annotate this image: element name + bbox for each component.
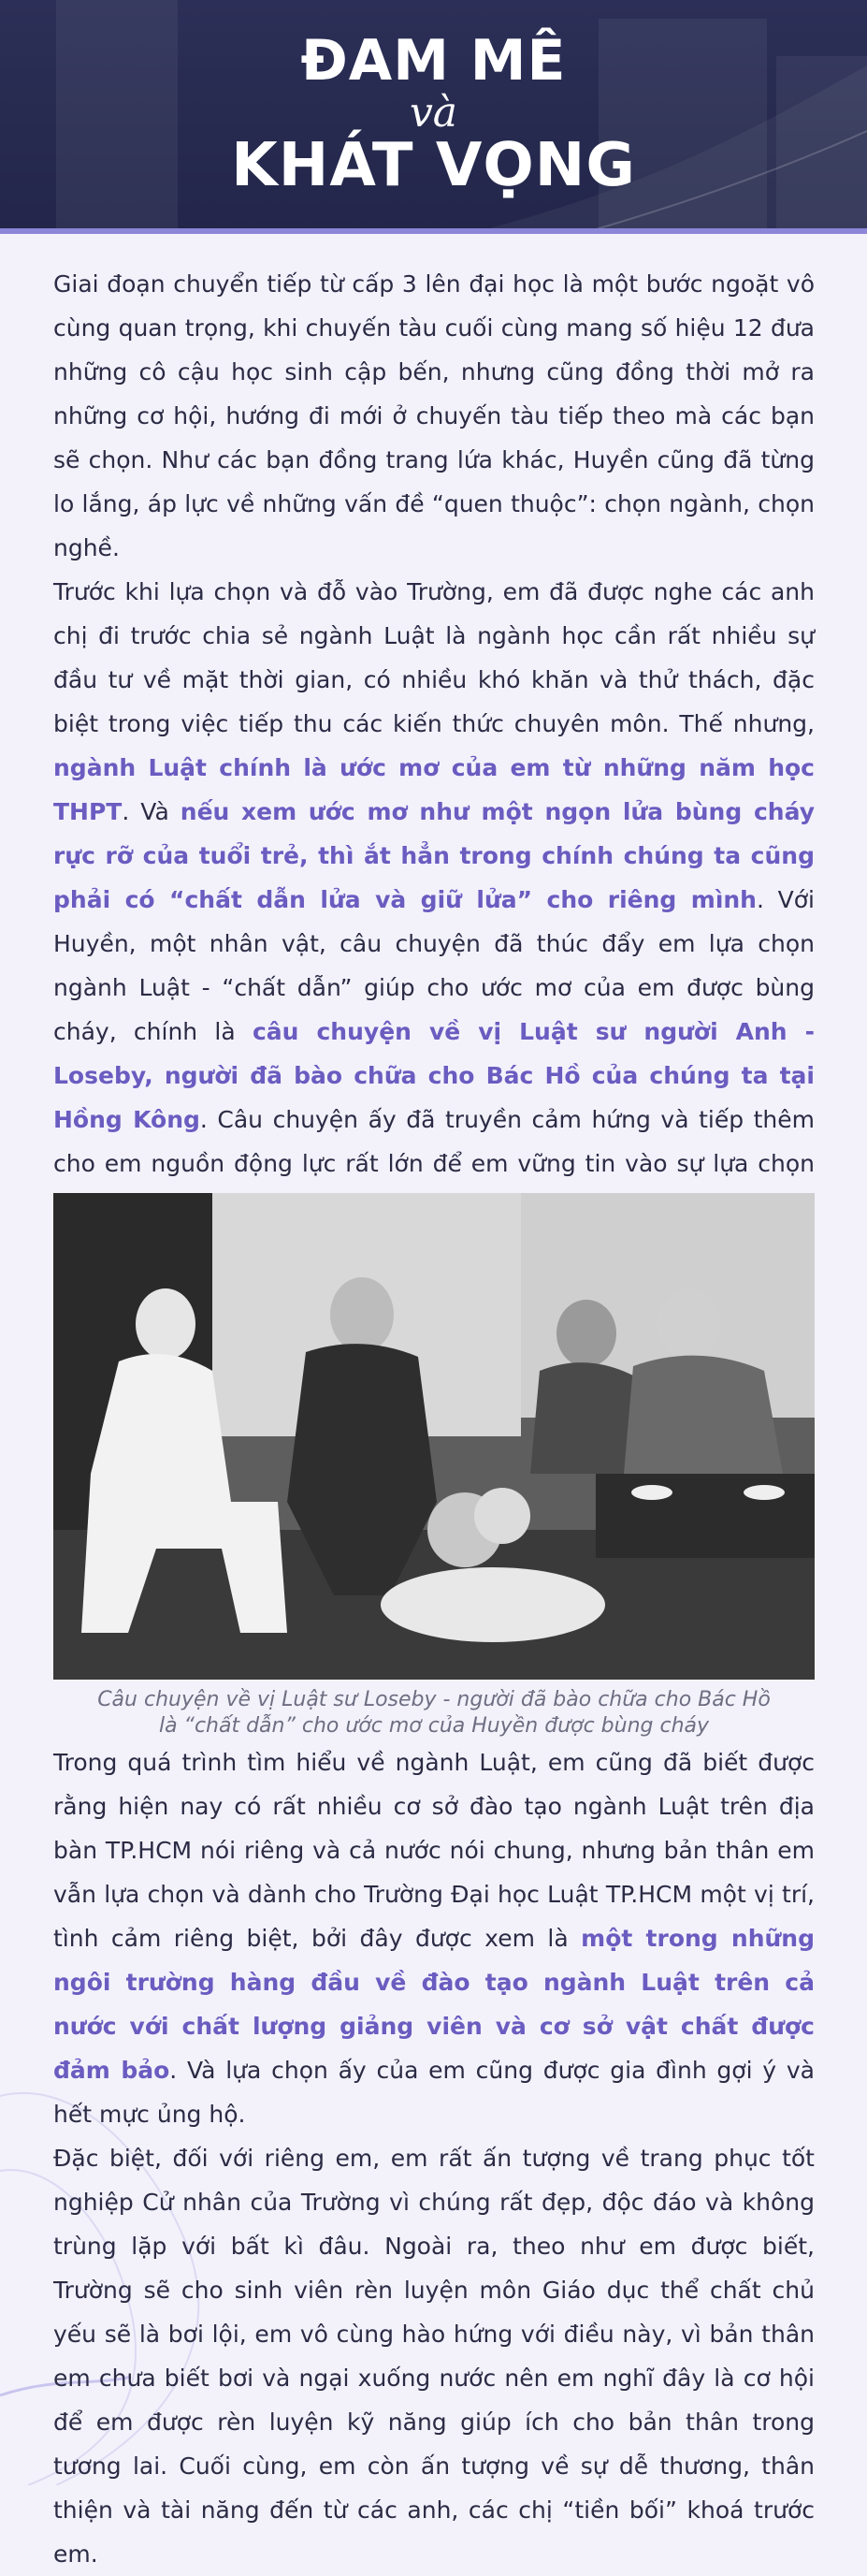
header-title-connector: và (409, 89, 458, 137)
header-banner (0, 0, 867, 234)
highlight-top-law-school: một trong những ngôi trường hàng đầu về đào tạo ngành Luật trên cả nước với chất lượng giảng viên và cơ sở vật chất được đảm bảo (53, 1925, 815, 2084)
paragraph-2-text-b: . Và (122, 798, 169, 825)
highlight-loseby-story: câu chuyện về vị Luật sư người Anh - Loseby, người đã bào chữa cho Bác Hồ của chúng ta tại Hồng Kông (53, 1018, 816, 1133)
paragraph-2-text-c: . Với Huyền, một nhân vật, câu chuyện đã thúc đẩy em lựa chọn ngành Luật - “chất dẫn” giúp cho ước mơ của em được bùng cháy, chính là (53, 886, 815, 1045)
photo-caption (53, 1687, 815, 1739)
header-title-top: ĐAM MÊ (300, 28, 567, 94)
paragraph-2-text-a: Trước khi lựa chọn và đỗ vào Trường, em đã được nghe các anh chị đi trước chia sẻ ngành Luật là ngành học cần rất nhiều sự đầu tư về mặt thời gian, có nhiều khó khăn và thử thách, đặc biệt trong việc tiếp thu các kiến thức chuyên môn. Thế nhưng, (53, 578, 815, 737)
paragraph-3 (53, 1740, 815, 2136)
historic-photo (53, 1193, 815, 1680)
caption-line-1: Câu chuyện về vị Luật sư Loseby - người đã bào chữa cho Bác Hồ (97, 1688, 771, 1711)
paragraph-3-text-b: . Và lựa chọn ấy của em cũng được gia đình gợi ý và hết mực ủng hộ. (53, 2057, 815, 2128)
caption-line-2: là “chất dẫn” cho ước mơ của Huyền được bùng cháy (158, 1714, 710, 1738)
header-title-bottom: KHÁT VỌNG (231, 131, 636, 200)
photo-illustration (53, 1193, 815, 1680)
highlight-flame-metaphor: nếu xem ước mơ như một ngọn lửa bùng cháy rực rỡ của tuổi trẻ, thì ắt hẳn trong chính chúng ta cũng phải có “chất dẫn lửa và giữ lửa” cho riêng mình (53, 798, 815, 913)
header-bottom-stripe (0, 228, 867, 234)
article-body-top (53, 262, 815, 1230)
paragraph-2 (53, 570, 815, 1230)
article-body-bottom (53, 1740, 815, 2576)
paragraph-1: Giai đoạn chuyển tiếp từ cấp 3 lên đại học là một bước ngoặt vô cùng quan trọng, khi chuyến tàu cuối cùng mang số hiệu 12 đưa những cô cậu học sinh cập bến, nhưng cũng đồng thời mở ra những cơ hội, hướng đi mới ở chuyến tàu tiếp theo mà các bạn sẽ chọn. Như các bạn đồng trang lứa khác, Huyền cũng đã từng lo lắng, áp lực về những vấn đề “quen thuộc”: chọn ngành, chọn nghề. (53, 270, 815, 561)
paragraph-4: Đặc biệt, đối với riêng em, em rất ấn tượng về trang phục tốt nghiệp Cử nhân của Trường vì chúng rất đẹp, độc đáo và không trùng lặp với bất kì đâu. Ngoài ra, theo như em được biết, Trường sẽ cho sinh viên rèn luyện môn Giáo dục thể chất chủ yếu sẽ là bơi lội, em vô cùng hào hứng với điều này, vì bản thân em chưa biết bơi và ngại xuống nước nên em nghĩ đây là cơ hội để em được rèn luyện kỹ năng giúp ích cho bản thân trong tương lai. Cuối cùng, em còn ấn tượng về sự dễ thương, thân thiện và tài năng đến từ các anh, các chị “tiền bối” khoá trước em. (53, 2145, 815, 2568)
paragraph-2-text-d: . Câu chuyện ấy đã truyền cảm hứng và tiếp thêm cho em nguồn động lực rất lớn để em vững tin vào sự lựa chọn (53, 1106, 815, 1177)
highlight-law-dream: ngành Luật chính là ước mơ của em từ những năm học THPT (53, 754, 815, 825)
paragraph-3-text-a: Trong quá trình tìm hiểu về ngành Luật, em cũng đã biết được rằng hiện nay có rất nhiều cơ sở đào tạo ngành Luật trên địa bàn TP.HCM nói riêng và cả nước nói chung, nhưng bản thân em vẫn lựa chọn và dành cho Trường Đại học Luật TP.HCM một vị trí, tình cảm riêng biệt, bởi đây được xem là (53, 1749, 815, 1952)
